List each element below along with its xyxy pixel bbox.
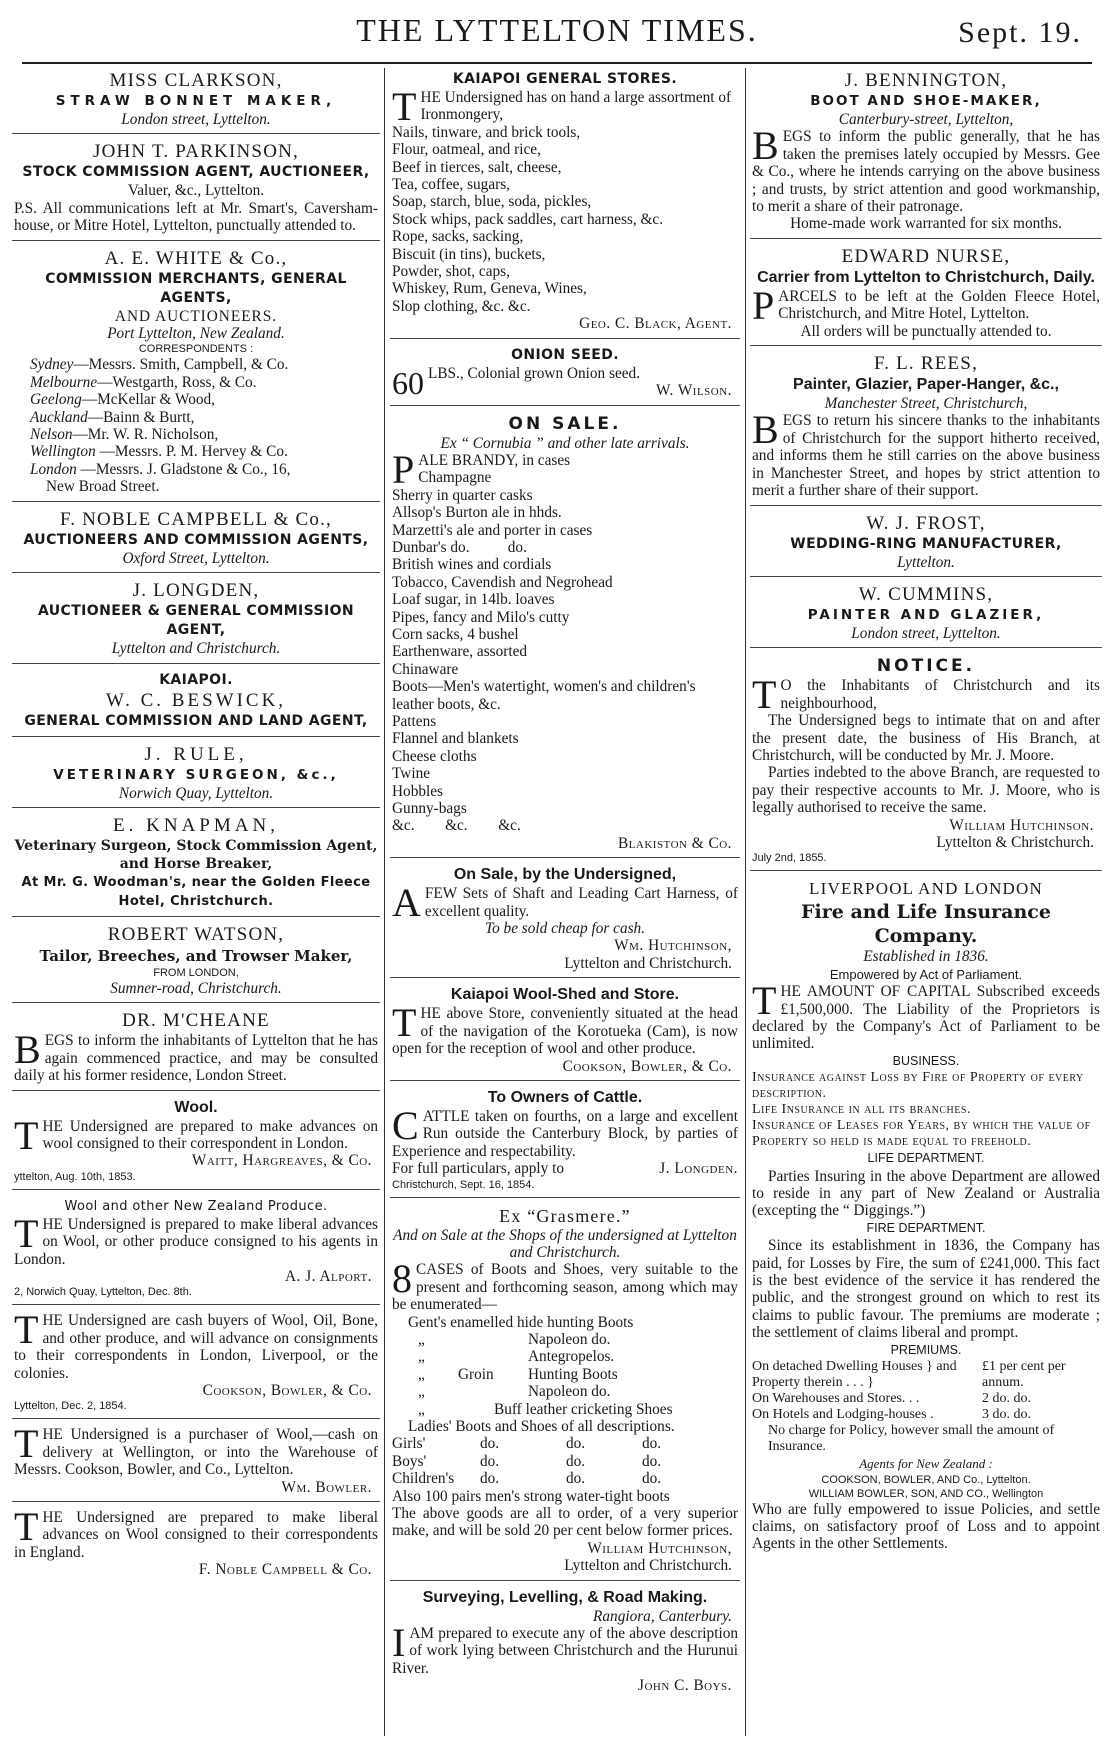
business-list — [752, 1070, 1100, 1150]
ad-trade: Carrier from Lyttelton to Christchurch, Daily. — [757, 268, 1095, 286]
ad-harness — [390, 863, 740, 978]
correspondents-label: CORRESPONDENTS : — [138, 343, 254, 356]
column-1 — [12, 68, 380, 1736]
ad-trade: GENERAL COMMISSION AND LAND AGENT, — [24, 712, 368, 729]
ad-wool-1 — [12, 1096, 380, 1190]
ad-signature: Cookson, Bowler, & Co. — [562, 1057, 732, 1075]
ad-heading: Kaiapoi Wool-Shed and Store. — [450, 986, 680, 1004]
drop-cap: T — [752, 672, 777, 718]
ad-wool-shed — [390, 983, 740, 1081]
ad-rule — [12, 742, 380, 808]
drop-cap: T — [14, 1112, 39, 1158]
list-item: Pattens — [392, 713, 437, 730]
ad-mcheane — [12, 1008, 380, 1090]
ad-name: J. RULE, — [144, 743, 248, 765]
ad-apply-line: For full particulars, apply to J. Longden. — [392, 1160, 738, 1178]
ad-onion-seed — [390, 344, 740, 406]
ad-date: yttelton, Aug. 10th, 1853. — [14, 1170, 136, 1183]
ad-body: AFEW Sets of Shaft and Leading Cart Harness, of excellent quality. — [392, 880, 738, 926]
ad-signature: William Hutchinson. — [949, 816, 1094, 834]
ad-trade: WEDDING-RING MANUFACTURER, — [790, 535, 1062, 552]
list-item: &c. &c. &c. — [392, 817, 521, 835]
list-item: Ladies' Boots and Shoes of all descriptions. — [408, 1418, 675, 1435]
ad-body: PARCELS to be left at the Golden Fleece Hotel, Christchurch, and Mitre Hotel, Lyttelton. — [752, 282, 1100, 328]
ad-name: EDWARD NURSE, — [841, 245, 1011, 267]
ad-address: London street, Lyttelton. — [851, 624, 1001, 642]
ad-signature: A. J. Alport. — [285, 1267, 372, 1285]
list-item: Boots—Men's watertight, women's and children's leather boots, &c. — [392, 678, 696, 713]
list-item: Pipes, fancy and Milo's cutty — [392, 608, 570, 626]
list-item: Also 100 pairs men's strong water-tight boots — [392, 1487, 670, 1505]
ad-trade: Tailor, Breeches, and Trowser Maker, — [39, 946, 353, 965]
agent-line: Sydney—Messrs. Smith, Campbell, & Co. — [30, 356, 289, 374]
list-item: Cheese cloths — [392, 747, 477, 765]
section-heading: PREMIUMS. — [890, 1342, 962, 1357]
ad-wool-3 — [12, 1307, 380, 1419]
ad-date: July 2nd, 1855. — [752, 852, 827, 865]
list-item: Marzetti's ale and porter in cases — [392, 521, 593, 539]
ad-address: Norwich Quay, Lyttelton. — [118, 784, 274, 802]
ad-name: ROBERT WATSON, — [107, 923, 285, 945]
ad-watson — [12, 922, 380, 1003]
list-item: Soap, starch, blue, soda, pickles, — [392, 193, 592, 211]
ad-body: BEGS to return his sincere thanks to the inhabitants of Christchurch for the support hitherto received, and informs them he still carries on the above business in Manchester Street, and hopes by strict attention to merit a further share of their support. — [752, 407, 1100, 500]
ad-address: Lyttelton. — [897, 553, 955, 571]
ad-campbell — [12, 507, 380, 573]
drop-cap: T — [14, 1421, 39, 1467]
ad-trade: AUCTIONEERS AND COMMISSION AGENTS, — [23, 531, 369, 548]
ad-trade: VETERINARY SURGEON, &c., — [53, 766, 339, 783]
list-item: Whiskey, Rum, Geneva, Wines, — [392, 280, 587, 298]
column-3 — [750, 68, 1102, 1736]
ad-body: THE Undersigned are prepared to make advances on wool consigned to their correspondent in London. — [14, 1112, 378, 1158]
agents-heading: Agents for New Zealand : — [859, 1456, 993, 1472]
list-item: Beef in tierces, salt, cheese, — [392, 158, 562, 176]
drop-cap: T — [752, 978, 777, 1024]
ad-body: THE Undersigned has on hand a large assortment of — [392, 84, 732, 129]
premium-row: On Warehouses and Stores. . . 2 do. do. — [752, 1391, 1031, 1407]
column-divider — [384, 68, 385, 1736]
ad-on-sale — [390, 411, 740, 859]
ad-date: Lyttelton, Dec. 2, 1854. — [14, 1400, 127, 1413]
ad-address: Lyttelton and Christchurch. — [111, 640, 281, 658]
ad-heading: NOTICE. — [876, 656, 976, 677]
ad-heading: ON SALE. — [508, 413, 622, 434]
ad-signature: Waitt, Hargreaves, & Co. — [191, 1152, 372, 1170]
ad-bennington — [750, 68, 1102, 239]
ad-parkinson — [12, 139, 380, 240]
list-item: Nails, tinware, and brick tools, — [392, 123, 581, 141]
drop-cap: B — [752, 407, 779, 453]
agent-line: London —Messrs. J. Gladstone & Co., 16, — [30, 460, 291, 478]
ad-address: London street, Lyttelton. — [121, 111, 271, 128]
list-item: Boys' do. do. do. — [392, 1452, 662, 1470]
ad-name: W. CUMMINS, — [858, 583, 994, 605]
masthead-rule — [22, 62, 1092, 64]
ad-nurse — [750, 244, 1102, 346]
ad-signature: Cookson, Bowler, & Co. — [202, 1382, 372, 1399]
ad-name: J. LONGDEN, — [132, 580, 260, 602]
list-item: „ Groin Hunting Boots — [418, 1365, 618, 1383]
ad-trade: COMMISSION MERCHANTS, GENERAL AGENTS, — [45, 270, 347, 306]
ad-knapman — [12, 813, 380, 917]
list-item: British wines and cordials — [392, 556, 552, 574]
agent-line: Wellington —Messrs. P. M. Hervey & Co. — [30, 443, 288, 461]
ad-note: All orders will be punctually attended to. — [800, 322, 1052, 340]
ad-white — [12, 246, 380, 502]
ad-body: 60 LBS., Colonial grown Onion seed. — [392, 364, 641, 401]
list-item: Earthenware, assorted — [392, 643, 528, 661]
section-heading: FIRE DEPARTMENT. — [866, 1220, 986, 1235]
ad-heading: ONION SEED. — [511, 346, 619, 363]
ad-name: LIVERPOOL AND LONDON — [809, 879, 1043, 899]
ad-signature-place: Lyttelton & Christchurch. — [936, 833, 1094, 851]
ad-kaiapoi-stores — [390, 68, 740, 339]
list-item: Chinaware — [392, 660, 459, 678]
list-item: „ Buff leather cricketing Shoes — [418, 1400, 673, 1418]
drop-cap: P — [392, 446, 415, 492]
ad-paragraph: Since its establishment in 1836, the Company has paid, for Losses by Fire, the sum of £241,000. This fact is the best evidence of the service it has rendered the public, and the strongest ground on which to rest its claims to public favour. The premiums are moderate ; the settlement of claims liberal and prompt. — [752, 1237, 1100, 1342]
drop-cap: B — [752, 123, 779, 169]
ad-act: Empowered by Act of Parliament. — [829, 966, 1023, 982]
ad-beswick — [12, 669, 380, 737]
list-item: Loaf sugar, in 14lb. loaves — [392, 591, 555, 609]
ad-cattle — [390, 1086, 740, 1198]
ad-body: THE Undersigned are prepared to make liberal advances on Wool consigned to their correspondents in England. — [14, 1504, 378, 1561]
ad-paragraph: Parties indebted to the above Branch, are requested to pay their respective accounts to Mr. J. Moore, who is legally authorised to receive the same. — [752, 764, 1100, 817]
column-divider — [745, 68, 746, 1736]
ad-name: DR. M'CHEANE — [122, 1010, 270, 1032]
ad-note: No charge for Policy, however small the amount of Insurance. — [768, 1423, 1055, 1455]
ad-body: PALE BRANDY, in cases — [392, 446, 571, 492]
ad-address: Sumner-road, Christchurch. — [110, 979, 282, 997]
ad-place: Rangiora, Canterbury. — [593, 1607, 732, 1625]
ad-body: THE AMOUNT OF CAPITAL Subscribed exceeds £1,500,000. The Liability of the Proprietors is declared by the Company's Act of Parliament to be unlimited. — [752, 978, 1100, 1053]
ad-body: THE Undersigned is prepared to make liberal advances on Wool, or other produce consigned to his agents in London. — [14, 1210, 378, 1268]
ad-body: BEGS to inform the public generally, that he has taken the premises lately occupied by Messrs. Gee & Co., where he intends carrying on the above business ; and trusts, by strict attention and good workmanship, to merit a share of their patronage. — [752, 123, 1100, 216]
list-item: Dunbar's do. do. — [392, 538, 527, 556]
ad-name: F. L. REES, — [873, 353, 979, 375]
list-item: Ironmongery, — [420, 106, 504, 124]
list-item: Biscuit (in tins), buckets, — [392, 245, 546, 263]
ad-note: To be sold cheap for cash. — [484, 920, 646, 938]
list-item: Insurance of Leases for Years, by which the value of Property so held is made equal to freehold. — [752, 1118, 1091, 1150]
premium-table — [752, 1359, 1100, 1423]
ad-wool-2 — [12, 1195, 380, 1306]
drop-cap: T — [14, 1307, 39, 1353]
list-item: Flour, oatmeal, and rice, — [392, 141, 541, 159]
ad-body: THE Undersigned are cash buyers of Wool, Oil, Bone, and other produce, and will advance on consignments to their correspondents in London, Liverpool, or the colonies. — [14, 1307, 378, 1382]
ad-name: A. E. WHITE & Co., — [104, 247, 288, 269]
list-item: Children's do. do. do. — [392, 1470, 662, 1488]
list-item: Flannel and blankets — [392, 730, 519, 748]
ad-surveying — [390, 1586, 740, 1700]
boots-list — [392, 1331, 738, 1418]
ad-signature: John C. Boys. — [638, 1677, 732, 1695]
list-item: Girls' do. do. do. — [392, 1435, 662, 1453]
ad-frost — [750, 511, 1102, 577]
ad-name: JOHN T. PARKINSON, — [92, 141, 299, 163]
list-item: Hobbles — [392, 782, 443, 800]
ad-body: THE Undersigned is a purchaser of Wool,—cash on delivery at Wellington, or into the Warehouse of Messrs. Cookson, Bowler, and Co., Lyttelton. — [14, 1421, 378, 1479]
drop-cap: I — [392, 1620, 406, 1666]
ad-signature: Wm. Bowler. — [281, 1478, 372, 1496]
drop-cap: T — [392, 84, 417, 129]
ad-address: Oxford Street, Lyttelton. — [122, 549, 270, 567]
list-item: Rope, sacks, sacking, — [392, 228, 524, 246]
ad-trade-2: AND AUCTIONEERS. — [114, 307, 278, 325]
agent-line: WILLIAM BOWLER, SON, AND CO., Wellington — [808, 1487, 1044, 1500]
ad-body: BEGS to inform the inhabitants of Lyttelton that he has again commenced practice, and may be consulted daily at his former residence, London Street. — [14, 1027, 378, 1085]
item-list — [392, 469, 738, 835]
list-item: Tobacco, Cavendish and Negrohead — [392, 573, 613, 591]
list-item: „ Napoleon do. — [418, 1330, 611, 1348]
ad-signature-place: Lyttelton and Christchurch. — [564, 1557, 732, 1575]
ad-name: J. BENNINGTON, — [844, 70, 1008, 91]
ad-name: W. C. BESWICK, — [105, 689, 287, 711]
list-item: Gent's enamelled hide hunting Boots — [408, 1313, 634, 1331]
ad-trade: Veterinary Surgeon, Stock Commission Agent, and Horse Breaker, — [14, 837, 378, 872]
ad-address: Manchester Street, Christchurch, — [824, 395, 1028, 413]
ad-heading: Wool. — [174, 1098, 218, 1116]
agent-line: Melbourne—Westgarth, Ross, & Co. — [30, 373, 257, 391]
ad-signature: Blakiston & Co. — [617, 834, 732, 852]
issue-date: Sept. 19. — [958, 16, 1082, 49]
drop-cap: T — [392, 1000, 417, 1046]
ad-address: Port Lyttelton, New Zealand. — [107, 325, 285, 343]
ad-signature: Wm. Hutchinson, — [614, 937, 732, 955]
ad-subheading: Ex “ Cornubia ” and other late arrivals. — [440, 434, 690, 452]
list-item: Gunny-bags — [392, 800, 467, 818]
ad-body-tail: The above goods are all to order, of a very superior make, and will be sold 20 per cent below former prices. — [392, 1505, 738, 1540]
drop-cap: 60 — [392, 364, 424, 401]
ad-longden — [12, 578, 380, 663]
ad-heading: On Sale, by the Undersigned, — [453, 866, 677, 884]
ad-body: P.S. All communications left at Mr. Smart's, Caversham-house, or Mitre Hotel, Lyttelton, punctually attended to. — [14, 199, 378, 235]
ad-insurance — [750, 876, 1102, 1557]
ad-signature: Geo. C. Black, Agent. — [579, 315, 732, 333]
section-heading: BUSINESS. — [892, 1053, 960, 1068]
ad-heading: KAIAPOI GENERAL STORES. — [452, 71, 678, 87]
ad-trade: BOOT AND SHOE-MAKER, — [810, 93, 1042, 109]
agent-line: Geelong—McKellar & Wood, — [30, 391, 215, 409]
agent-line: Nelson—Mr. W. R. Nicholson, — [30, 426, 219, 444]
ad-trade: STOCK COMMISSION AGENT, AUCTIONEER, — [22, 164, 370, 181]
ad-name: MISS CLARKSON, — [109, 70, 283, 91]
ad-signature: W. Wilson. — [655, 382, 732, 400]
list-item: „ Antegropelos. — [418, 1348, 615, 1366]
list-item: Stock whips, pack saddles, cart harness, &c. — [392, 210, 664, 228]
ad-name: F. NOBLE CAMPBELL & Co., — [59, 508, 332, 530]
item-list — [392, 106, 738, 315]
ad-cummins — [750, 582, 1102, 648]
agent-line: COOKSON, BOWLER, AND Co., Lyttelton. — [821, 1473, 1031, 1486]
ad-note: Home-made work warranted for six months. — [790, 215, 1062, 233]
agent-line: New Broad Street. — [46, 478, 160, 496]
ad-trade: AUCTIONEER & GENERAL COMMISSION AGENT, — [37, 603, 355, 639]
column-2 — [390, 68, 740, 1736]
list-item: Tea, coffee, sugars, — [392, 176, 510, 194]
masthead — [22, 8, 1092, 60]
list-item: Insurance against Loss by Fire of Property of every description. — [752, 1070, 1084, 1102]
list-item: Life Insurance in all its branches. — [752, 1102, 971, 1118]
list-item: Corn sacks, 4 bushel — [392, 625, 519, 643]
ad-trade: Painter, Glazier, Paper-Hanger, &c., — [793, 376, 1059, 394]
ad-from: FROM LONDON, — [153, 966, 239, 979]
list-item: „ Napoleon do. — [418, 1383, 611, 1401]
ad-wool-5 — [12, 1504, 380, 1584]
ad-date: Christchurch, Sept. 16, 1854. — [392, 1178, 535, 1191]
ad-clarkson — [12, 68, 380, 134]
ad-heading: Wool and other New Zealand Produce. — [64, 1198, 328, 1214]
section-heading: LIFE DEPARTMENT. — [867, 1151, 985, 1166]
list-item: Powder, shot, caps, — [392, 263, 510, 281]
ad-rees — [750, 351, 1102, 505]
ad-heading: Ex “Grasmere.” — [499, 1205, 631, 1226]
newspaper-title: THE LYTTELTON TIMES. — [356, 12, 758, 48]
ad-body: THE above Store, conveniently situated at the head of the navigation of the Korotueka (Cam), is now open for the reception of wool and other produce. — [392, 1000, 738, 1058]
ad-name: E. KNAPMAN, — [113, 814, 279, 836]
list-item: Allsop's Burton ale in hhds. — [392, 504, 562, 522]
ad-signature-place: Lyttelton and Christchurch. — [564, 954, 732, 972]
ad-body: T O the Inhabitants of Christchurch and its neighbourhood, — [752, 672, 1100, 718]
ad-established: Established in 1836. — [863, 948, 989, 966]
drop-cap: T — [14, 1210, 39, 1256]
ad-paragraph: Parties Insuring in the above Department are allowed to reside in any part of New Zealand or Australia (excepting the “ Diggings.”) — [752, 1167, 1100, 1220]
do-grid — [392, 1435, 738, 1487]
ad-signature: F. Noble Campbell & Co. — [198, 1561, 372, 1579]
ad-company: Fire and Life Insurance Company. — [801, 901, 1051, 948]
ad-name: W. J. FROST, — [866, 512, 986, 534]
agent-list — [14, 356, 378, 495]
agent-line: Auckland—Bainn & Burtt, — [30, 408, 195, 426]
ad-notice — [750, 653, 1102, 871]
ad-subheading: And on Sale at the Shops of the undersigned at Lyttelton and Christchurch. — [393, 1226, 737, 1261]
ad-trade: STRAW BONNET MAKER, — [55, 93, 337, 109]
ad-heading: To Owners of Cattle. — [487, 1088, 643, 1106]
list-item: Slop clothing, &c. &c. — [392, 297, 531, 315]
premium-row: On Hotels and Lodging-houses . 3 do. do. — [752, 1407, 1031, 1423]
drop-cap: B — [14, 1027, 41, 1073]
ad-heading: Surveying, Levelling, & Road Making. — [422, 1588, 708, 1606]
ad-body: IAM prepared to execute any of the above description of work lying between Christchurch and the Hurunui River. — [392, 1620, 738, 1677]
ad-paragraph: The Undersigned begs to intimate that on and after the present date, the business of His Branch, at Christchurch, will be conducted by Mr. J. Moore. — [752, 712, 1100, 764]
drop-cap: 8 — [392, 1256, 412, 1302]
ad-address: Canterbury-street, Lyttelton, — [838, 111, 1014, 128]
drop-cap: C — [392, 1102, 419, 1148]
ad-body: 8 CASES of Boots and Shoes, very suitable to the present and forthcoming season, among which may be enumerated— — [392, 1256, 738, 1314]
premium-row: On detached Dwelling Houses } and Property therein . . . } £1 per cent per annum. — [752, 1359, 1066, 1391]
ad-wool-4 — [12, 1421, 380, 1502]
drop-cap: A — [392, 880, 421, 926]
ad-line: Valuer, &c., Lyttelton. — [127, 182, 265, 200]
ad-address: At Mr. G. Woodman's, near the Golden Fleece Hotel, Christchurch. — [21, 874, 371, 909]
ad-grasmere — [390, 1203, 740, 1581]
ad-place: KAIAPOI. — [159, 671, 233, 688]
ad-trade: PAINTER AND GLAZIER, — [807, 606, 1045, 623]
ad-body-tail: Who are fully empowered to issue Policies, and settle claims, on satisfactory proof of Loss and to appoint Agents in the other Settlements. — [752, 1500, 1100, 1553]
list-item: Twine — [392, 765, 431, 783]
list-item: Sherry in quarter casks — [392, 486, 533, 504]
list-item: Champagne — [418, 469, 492, 487]
ad-date: 2, Norwich Quay, Lyttelton, Dec. 8th. — [14, 1286, 192, 1299]
drop-cap: T — [14, 1504, 39, 1550]
drop-cap: P — [752, 282, 775, 328]
ad-signature: William Hutchinson, — [587, 1539, 732, 1557]
ad-body: CATTLE taken on fourths, on a large and excellent Run outside the Canterbury Block, by parties of Experience and respectability. — [392, 1102, 738, 1160]
